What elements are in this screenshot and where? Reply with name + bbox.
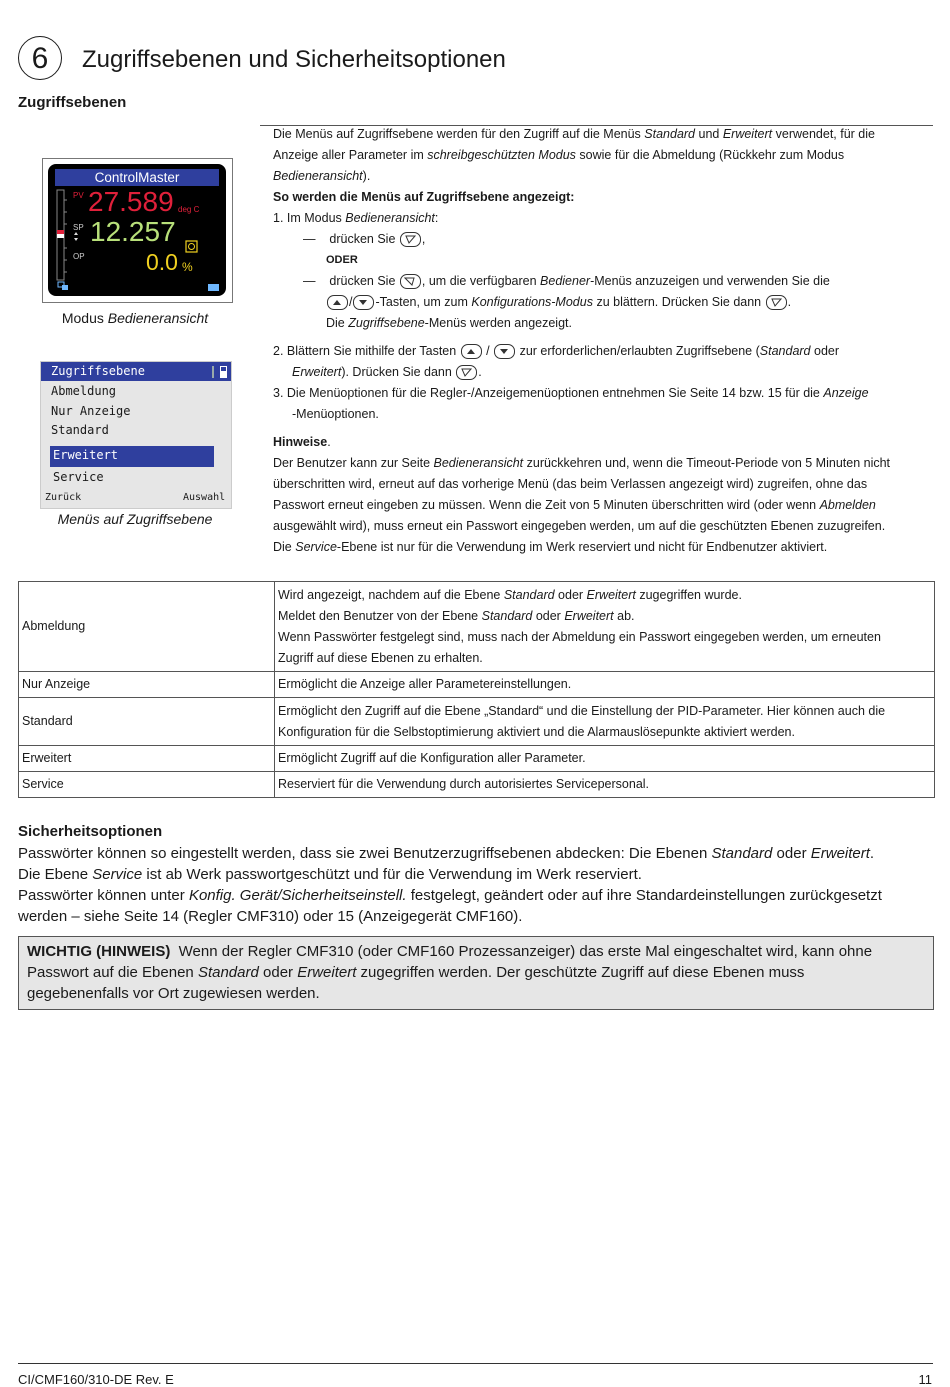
table-row <box>19 746 935 772</box>
enter-key-icon <box>766 295 787 310</box>
table-row <box>19 672 935 698</box>
table-description: Wird angezeigt, nachdem auf die Ebene Standard oder Erweitert zugegriffen wurde. Meldet den Benutzer von der Ebene Standard oder Erweitert ab. Wenn Passwörter festgelegt sind, muss nach der Abmeldung ein Passwort eingegeben werden, um erneuten Zugriff auf diese Ebenen zu erhalten. <box>275 582 935 672</box>
down-key-icon <box>353 295 374 310</box>
op-label: OP <box>73 252 85 261</box>
device-screen <box>48 164 226 296</box>
up-key-icon <box>327 295 348 310</box>
howto-heading: So werden die Menüs auf Zugriffsebene angezeigt: <box>273 190 575 204</box>
menu-caption: Menüs auf Zugriffsebene <box>57 511 213 527</box>
scrollbar-icon <box>212 365 228 379</box>
operator-view-caption: Modus Bedieneransicht <box>61 310 209 326</box>
menu-item-standard[interactable]: Standard <box>51 423 109 437</box>
section-heading-security: Sicherheitsoptionen <box>18 823 163 840</box>
table-label: Nur Anzeige <box>19 672 275 698</box>
pv-unit: deg C <box>178 205 200 214</box>
chapter-title: Zugriffsebenen und Sicherheitsoptionen <box>82 46 506 73</box>
oder-label: ODER <box>326 254 358 266</box>
left-key-icon <box>400 274 421 289</box>
menu-select[interactable]: Auswahl <box>183 492 226 503</box>
table-row <box>19 582 935 672</box>
footer-divider <box>18 1363 933 1364</box>
enter-key-icon <box>400 232 421 247</box>
footer-doc-id: CI/CMF160/310-DE Rev. E <box>18 1372 174 1387</box>
table-description: Ermöglicht Zugriff auf die Konfiguration aller Parameter. <box>275 746 935 772</box>
menu-item-erweitert-selected[interactable]: Erweitert <box>50 446 214 467</box>
down-key-icon <box>494 344 515 359</box>
pv-value: 27.589 <box>88 186 174 217</box>
table-description: Reserviert für die Verwendung durch autorisiertes Servicepersonal. <box>275 772 935 798</box>
device-title: ControlMaster <box>55 169 219 186</box>
table-description: Ermöglicht die Anzeige aller Parametereinstellungen. <box>275 672 935 698</box>
table-label: Abmeldung <box>19 582 275 672</box>
menu-header: Zugriffsebene <box>41 362 231 381</box>
menu-item-service[interactable]: Service <box>53 470 104 484</box>
operator-view-figure <box>42 158 233 303</box>
sp-label: SP <box>73 223 84 232</box>
note-label: WICHTIG (HINWEIS) <box>27 943 171 960</box>
op-value: 0.0 <box>146 249 178 275</box>
menu-item-nur-anzeige[interactable]: Nur Anzeige <box>51 404 131 418</box>
up-key-icon <box>461 344 482 359</box>
table-label: Standard <box>19 698 275 746</box>
op-unit: % <box>182 260 193 274</box>
section-heading-access-levels: Zugriffsebenen <box>18 94 127 111</box>
sp-value: 12.257 <box>90 216 176 247</box>
enter-key-icon <box>456 365 477 380</box>
table-row <box>19 772 935 798</box>
intro-text: Die Menüs auf Zugriffsebene werden für den Zugriff auf die Menüs Standard und Erweitert verwendet, für die Anzeige aller Parameter im schreibgeschützten Modus sowie für die Abmeldung (Rückkehr zum Modus Bedieneransicht). So werden die Menüs auf Zugriffsebene angezeigt: 1. Im Modus Bedieneransicht: — drücken Sie , ODER — drücken Sie , um die verfügbaren Bediener-Menüs anzuzeigen und verwenden Sie die / -Tasten, um zum Konfigurations-Modus zu blättern. Drücken Sie dann . Die Zugriffsebene-Menüs werden angezeigt. 2. Blättern Sie mithilfe der Tasten / zur erforderlichen/erlaubten Zugriffsebene (Standard oder Erweitert). Drücken Sie dann . 3. Die Menüoptionen für die Regler-/Anzeigemenüoptionen entnehmen Sie Seite 14 bzw. 15 für die Anzeige -Menüoptionen. Hinweise. Der Benutzer kann zur Seite Bedieneransicht zurückkehren und, wenn die Timeout-Periode von 5 Minuten nicht überschritten wird, erneut auf das vorherige Menü (das beim Verlassen angezeigt wird) zugreifen, ohne das Passwort erneut eingeben zu müssen. Wenn die Zeit von 5 Minuten überschritten wird (oder wenn Abmelden ausgewählt wird), muss erneut ein Passwort eingegeben werden, um auf die geschützten Ebenen zuzugreifen. Die Service-Ebene ist nur für die Verwendung im Werk reserviert und nicht für Endbenutzer aktiviert. <box>273 124 938 558</box>
menu-back[interactable]: Zurück <box>45 492 82 503</box>
access-level-menu-figure <box>40 361 232 509</box>
table-description: Ermöglicht den Zugriff auf die Ebene „Standard“ und die Einstellung der PID-Parameter. Hier können auch die Konfiguration für die Selbstoptimierung aktiviert und die Alarmauslösepunkte aktiviert werden. <box>275 698 935 746</box>
table-row <box>19 698 935 746</box>
page-number: 11 <box>918 1372 932 1387</box>
important-note: WICHTIG (HINWEIS) Wenn der Regler CMF310 (oder CMF160 Prozessanzeiger) das erste Mal eingeschaltet wird, kann ohne Passwort auf die Ebenen Standard oder Erweitert zugegriffen werden. Der geschützte Zugriff auf diese Ebenen muss gegebenenfalls vor Ort zugewiesen werden. <box>18 936 934 1010</box>
pv-label: PV <box>73 191 84 200</box>
security-text: Passwörter können so eingestellt werden, dass sie zwei Benutzerzugriffsebenen abdecken: Die Ebenen Standard oder Erweitert. Die Ebene Service ist ab Werk passwortgeschützt und für die Verwendung im Werk reserviert. Passwörter können unter Konfig. Gerät/Sicherheitseinstell. festgelegt, geändert oder auf ihre Standardeinstellungen zurückgesetzt werden – siehe Seite 14 (Regler CMF310) oder 15 (Anzeigegerät CMF160). <box>18 845 882 925</box>
menu-item-abmeldung[interactable]: Abmeldung <box>51 384 117 398</box>
table-label: Erweitert <box>19 746 275 772</box>
chapter-number: 6 <box>18 36 62 80</box>
access-level-table <box>18 581 935 798</box>
table-label: Service <box>19 772 275 798</box>
